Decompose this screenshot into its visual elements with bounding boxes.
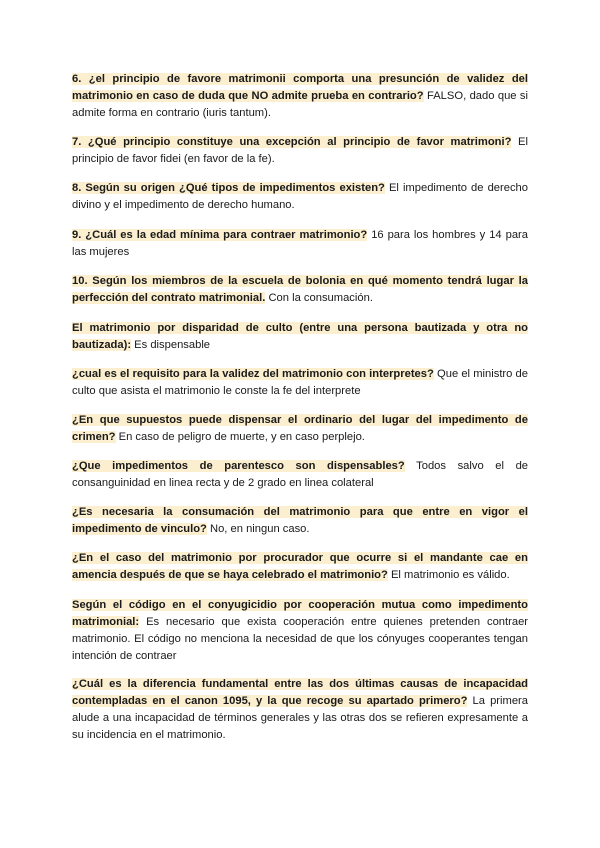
answer: El principio de favor fidei (en favor de la fe). (72, 136, 528, 165)
question: ¿Es necesaria la consumación del matrimonio para que entre en vigor el impedimento de vinculo? (72, 506, 528, 535)
qa-item-crimen (72, 412, 528, 446)
question: 6. ¿el principio de favore matrimonii comporta una presunción de validez del matrimonio en caso de duda que NO admite prueba en contrario? (72, 73, 528, 102)
question: ¿Cuál es la diferencia fundamental entre las dos últimas causas de incapacidad contempladas en el canon 1095, y la que recoge su apartado primero? (72, 678, 528, 707)
answer: En caso de peligro de muerte, y en caso perplejo. (118, 431, 365, 443)
answer: Todos salvo el de consanguinidad en linea recta y de 2 grado en linea colateral (72, 460, 529, 489)
question: ¿cual es el requisito para la validez del matrimonio con interpretes? (72, 368, 434, 380)
question: 7. ¿Qué principio constituye una excepción al principio de favor matrimoni? (72, 136, 512, 148)
answer: El impedimento de derecho divino y el impedimento de derecho humano. (72, 182, 528, 211)
qa-item-7 (72, 134, 528, 168)
qa-item-procurador (72, 550, 528, 584)
answer: Que el ministro de culto que asista el matrimonio le conste la fe del interprete (72, 368, 528, 397)
answer: La primera alude a una incapacidad de términos generales y las otras dos se refieren expresamente a su incidencia en el matrimonio. (72, 695, 528, 741)
answer: Con la consumación. (268, 292, 373, 304)
answer: El matrimonio es válido. (390, 569, 510, 581)
answer: Es necesario que exista cooperación entre quienes pretenden contraer matrimonio. El código no menciona la necesidad de que los cónyuges cooperantes tengan intención de contraer (72, 616, 529, 662)
qa-item-6 (72, 71, 528, 122)
answer: FALSO, dado que si admite forma en contrario (iuris tantum). (72, 90, 528, 119)
question: ¿En el caso del matrimonio por procurador que ocurre si el mandante cae en amencia después de que se haya celebrado el matrimonio? (72, 552, 528, 581)
answer: No, en ningun caso. (210, 523, 310, 535)
qa-item-10 (72, 273, 528, 307)
question: Según el código en el conyugicidio por cooperación mutua como impedimento matrimonial: (72, 599, 528, 628)
qa-item-interpretes (72, 366, 528, 400)
question: 9. ¿Cuál es la edad mínima para contraer matrimonio? (72, 229, 368, 241)
question: ¿Que impedimentos de parentesco son dispensables? (72, 460, 405, 472)
qa-item-conyugicidio (72, 597, 528, 665)
qa-item-vinculo (72, 504, 528, 538)
question: ¿En que supuestos puede dispensar el ordinario del lugar del impedimento de crimen? (72, 414, 528, 443)
question: El matrimonio por disparidad de culto (entre una persona bautizada y otra no bautizada): (72, 322, 528, 351)
question: 10. Según los miembros de la escuela de bolonia en qué momento tendrá lugar la perfección del contrato matrimonial. (72, 275, 528, 304)
qa-item-8 (72, 180, 528, 214)
qa-item-9 (72, 227, 528, 261)
question: 8. Según su origen ¿Qué tipos de impedimentos existen? (72, 182, 385, 194)
qa-item-disparidad-culto (72, 320, 528, 354)
qa-item-parentesco (72, 458, 528, 492)
answer: Es dispensable (134, 339, 211, 351)
answer: 16 para los hombres y 14 para las mujeres (72, 229, 528, 258)
qa-item-canon-1095 (72, 676, 528, 744)
